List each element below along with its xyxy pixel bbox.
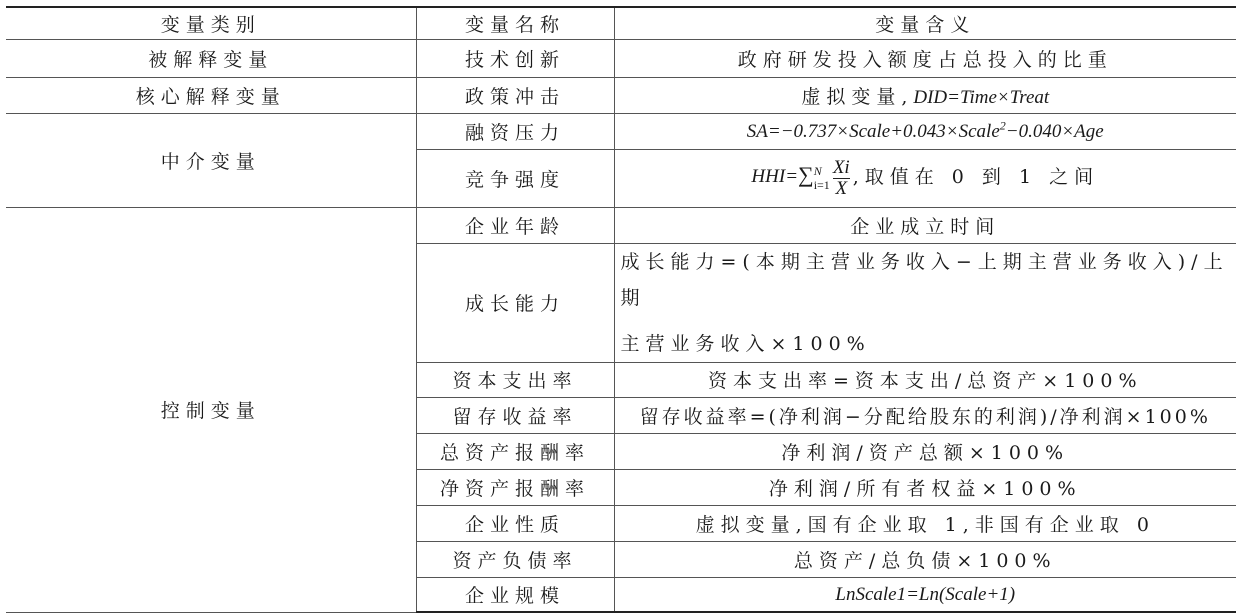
- var-name: 留存收益率: [416, 397, 614, 433]
- sa-formula-part-b: −0.040×Age: [1005, 121, 1104, 143]
- sa-formula: [746, 118, 1104, 143]
- hhi-suffix: ,取值在 0 到 1 之间: [852, 165, 1100, 188]
- fraction: [833, 158, 850, 199]
- var-meaning: [614, 113, 1236, 149]
- table-row: [6, 207, 1236, 243]
- hhi-formula: [751, 156, 852, 199]
- header-meaning: 变量含义: [614, 7, 1236, 39]
- var-meaning: 企业成立时间: [614, 207, 1236, 243]
- table-row: [6, 77, 1236, 113]
- sum-upper: N: [813, 164, 822, 178]
- var-name: 总资产报酬率: [416, 433, 614, 469]
- scale-formula: LnScale1=Ln(Scale+1): [835, 583, 1016, 605]
- category-core: 核心解释变量: [6, 77, 416, 113]
- var-meaning: 留存收益率=(净利润−分配给股东的利润)/净利润×100%: [614, 397, 1236, 433]
- var-name: 成长能力: [416, 243, 614, 362]
- fraction-numerator: Xi: [832, 156, 850, 178]
- header-name: 变量名称: [416, 7, 614, 39]
- fraction-denominator: X: [835, 177, 848, 199]
- category-dependent: 被解释变量: [6, 39, 416, 77]
- did-formula: DID=Time×Treat: [913, 86, 1050, 108]
- var-name: 净资产报酬率: [416, 469, 614, 505]
- var-meaning: [614, 577, 1236, 612]
- sa-formula-part-a: SA=−0.737×Scale+0.043×Scale: [746, 121, 1000, 143]
- var-meaning: [614, 77, 1236, 113]
- var-meaning: 资本支出率=资本支出/总资产×100%: [614, 362, 1236, 397]
- var-meaning: 政府研发投入额度占总投入的比重: [614, 39, 1236, 77]
- header-row: [6, 7, 1236, 39]
- category-mediator: 中介变量: [6, 113, 416, 207]
- table-row: [6, 113, 1236, 149]
- var-meaning: 净利润/资产总额×100%: [614, 433, 1236, 469]
- var-name: 技术创新: [416, 39, 614, 77]
- meaning-prefix: 虚拟变量,: [801, 85, 914, 108]
- var-meaning: 净利润/所有者权益×100%: [614, 469, 1236, 505]
- var-name: 政策冲击: [416, 77, 614, 113]
- hhi-prefix: HHI=: [751, 166, 799, 188]
- sa-formula-exponent: 2: [999, 118, 1006, 133]
- meaning-line-1: 成长能力=(本期主营业务收入−上期主营业务收入)/上期: [620, 250, 1229, 309]
- var-name: 企业规模: [416, 577, 614, 612]
- var-name: 企业年龄: [416, 207, 614, 243]
- var-name: 企业性质: [416, 505, 614, 541]
- var-meaning: [614, 243, 1236, 362]
- var-meaning: 虚拟变量,国有企业取 1,非国有企业取 0: [614, 505, 1236, 541]
- sum-lower: i=1: [813, 178, 830, 192]
- meaning-line-2: 主营业务收入×100%: [620, 332, 871, 355]
- var-name: 资产负债率: [416, 541, 614, 577]
- category-control: 控制变量: [6, 207, 416, 612]
- variable-definition-table: [6, 6, 1236, 613]
- sum-symbol: ∑: [798, 162, 814, 188]
- header-category: 变量类别: [6, 7, 416, 39]
- var-meaning: 总资产/总负债×100%: [614, 541, 1236, 577]
- table-row: [6, 39, 1236, 77]
- var-name: 资本支出率: [416, 362, 614, 397]
- var-meaning: [614, 149, 1236, 207]
- var-name: 融资压力: [416, 113, 614, 149]
- var-name: 竞争强度: [416, 149, 614, 207]
